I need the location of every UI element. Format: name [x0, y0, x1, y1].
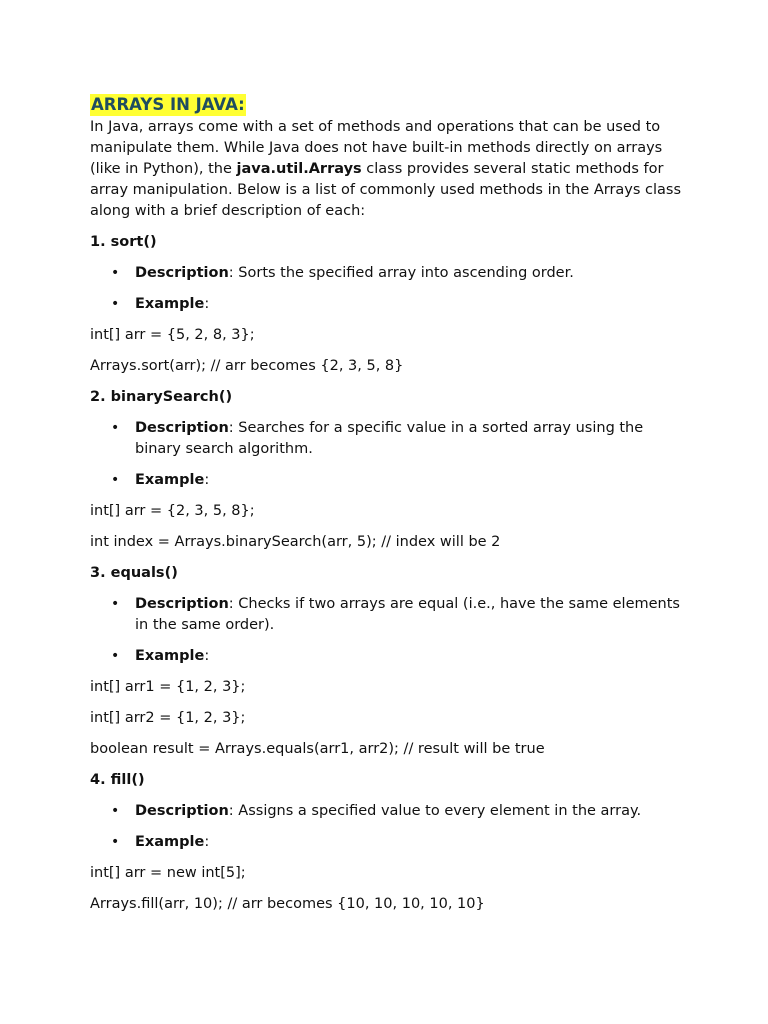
- description-text: : Checks if two arrays are equal (i.e., have the same elements in the same order).: [135, 596, 680, 633]
- intro-text-after: class provides several static methods for array manipulation. Below is a list of commonly used methods in the Arrays class along with a brief description of each:: [90, 161, 682, 219]
- section-heading: 2. binarySearch(): [90, 389, 233, 405]
- code-line: int index = Arrays.binarySearch(arr, 5); // index will be 2: [90, 534, 501, 550]
- bullet-list: [90, 418, 690, 491]
- method-sections: [90, 232, 690, 915]
- method-section: [90, 563, 690, 760]
- description-item: [90, 418, 690, 460]
- description-label: Description: [135, 265, 229, 281]
- bullet-list: [90, 263, 690, 315]
- bullet-icon: •: [111, 296, 120, 312]
- code-line: Arrays.fill(arr, 10); // arr becomes {10, 10, 10, 10, 10}: [90, 896, 485, 912]
- code-line: int[] arr1 = {1, 2, 3};: [90, 679, 246, 695]
- bullet-icon: •: [111, 420, 120, 436]
- code-line: int[] arr = {5, 2, 8, 3};: [90, 327, 255, 343]
- bullet-icon: •: [111, 803, 120, 819]
- bullet-icon: •: [111, 265, 120, 281]
- description-item: [90, 801, 690, 822]
- intro-paragraph: [90, 117, 690, 222]
- example-colon: :: [204, 472, 210, 488]
- section-heading: 1. sort(): [90, 234, 157, 250]
- code-line: int[] arr = new int[5];: [90, 865, 246, 881]
- method-section: [90, 232, 690, 377]
- description-text: : Assigns a specified value to every element in the array.: [228, 803, 642, 819]
- example-label: Example: [135, 472, 205, 488]
- description-item: [90, 263, 690, 284]
- section-heading: 3. equals(): [90, 565, 178, 581]
- example-item: [90, 470, 690, 491]
- code-line: int[] arr = {2, 3, 5, 8};: [90, 503, 255, 519]
- bullet-icon: •: [111, 596, 120, 612]
- example-item: [90, 646, 690, 667]
- example-item: [90, 832, 690, 853]
- example-item: [90, 294, 690, 315]
- section-heading: 4. fill(): [90, 772, 145, 788]
- example-colon: :: [204, 648, 210, 664]
- code-line: boolean result = Arrays.equals(arr1, arr2); // result will be true: [90, 741, 545, 757]
- description-label: Description: [135, 420, 229, 436]
- intro-text-before: In Java, arrays come with a set of methods and operations that can be used to manipulate them. While Java does not have built-in methods directly on arrays (like in Python), the: [90, 119, 663, 177]
- description-text: : Searches for a specific value in a sorted array using the binary search algorithm.: [135, 420, 644, 457]
- description-label: Description: [135, 803, 229, 819]
- description-label: Description: [135, 596, 229, 612]
- example-colon: :: [204, 834, 210, 850]
- example-label: Example: [135, 648, 205, 664]
- example-label: Example: [135, 834, 205, 850]
- example-colon: :: [204, 296, 210, 312]
- bullet-icon: •: [111, 648, 120, 664]
- method-section: [90, 387, 690, 553]
- bullet-list: [90, 594, 690, 667]
- method-section: [90, 770, 690, 915]
- code-line: Arrays.sort(arr); // arr becomes {2, 3, 5, 8}: [90, 358, 404, 374]
- bullet-icon: •: [111, 834, 120, 850]
- code-line: int[] arr2 = {1, 2, 3};: [90, 710, 246, 726]
- example-label: Example: [135, 296, 205, 312]
- description-item: [90, 594, 690, 636]
- page-title: ARRAYS IN JAVA:: [91, 95, 245, 114]
- bullet-list: [90, 801, 690, 853]
- description-text: : Sorts the specified array into ascending order.: [228, 265, 574, 281]
- intro-class-name: java.util.Arrays: [236, 161, 362, 177]
- title-row: [90, 94, 690, 117]
- document-page: [90, 94, 690, 925]
- bullet-icon: •: [111, 472, 120, 488]
